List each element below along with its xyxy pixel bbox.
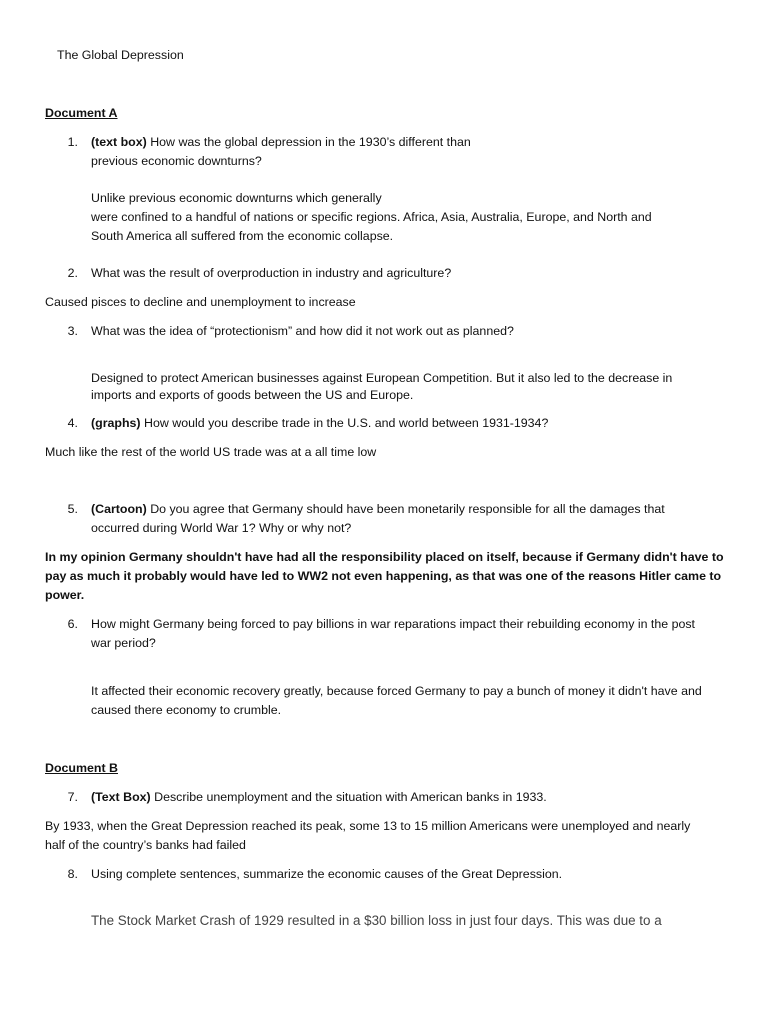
answer-line: were confined to a handful of nations or specific regions. Africa, Asia, Australia, Europe, and North and bbox=[91, 210, 652, 224]
answer-2: Caused pisces to decline and unemployment to increase bbox=[45, 295, 356, 309]
answer-line: caused there economy to crumble. bbox=[91, 703, 282, 717]
section-heading-document-b: Document B bbox=[45, 761, 118, 775]
question-line: Describe unemployment and the situation with American banks in 1933. bbox=[150, 790, 547, 804]
question-line: How was the global depression in the 1930’s different than bbox=[146, 135, 471, 149]
question-line: occurred during World War 1? Why or why not? bbox=[91, 521, 352, 535]
answer-line: It affected their economic recovery greatly, because forced Germany to pay a bunch of money it didn't have and bbox=[91, 684, 702, 698]
question-number: 2. bbox=[67, 266, 78, 280]
question-text bbox=[91, 788, 547, 807]
answer-line: half of the country’s banks had failed bbox=[45, 838, 246, 852]
question-line: How might Germany being forced to pay billions in war reparations impact their rebuilding economy in the post bbox=[91, 617, 696, 631]
answer-line: By 1933, when the Great Depression reached its peak, some 13 to 15 million Americans were unemployed and nearly bbox=[45, 819, 691, 833]
question-number: 4. bbox=[67, 416, 78, 430]
answer-line: Unlike previous economic downturns which generally bbox=[91, 191, 382, 205]
answer-line: power. bbox=[45, 588, 85, 602]
question-number: 7. bbox=[67, 790, 78, 804]
question-line: previous economic downturns? bbox=[91, 154, 262, 168]
document-title: The Global Depression bbox=[57, 48, 184, 62]
answer-line: Designed to protect American businesses against European Competition. But it also led to the decrease in bbox=[91, 371, 673, 385]
section-heading-document-a: Document A bbox=[45, 106, 118, 120]
answer-8: The Stock Market Crash of 1929 resulted in a $30 billion loss in just four days. This was due to a bbox=[91, 913, 662, 928]
question-number: 5. bbox=[67, 502, 78, 516]
question-text bbox=[91, 500, 665, 519]
answer-line: pay as much it probably would have led to WW2 not even happening, as that was one of the reasons Hitler came to bbox=[45, 569, 722, 583]
question-text bbox=[91, 133, 471, 152]
question-tag: (Cartoon) bbox=[91, 502, 147, 516]
question-tag: (graphs) bbox=[91, 416, 141, 430]
answer-line: In my opinion Germany shouldn't have had all the responsibility placed on itself, because if Germany didn't have to bbox=[45, 550, 724, 564]
question-number: 8. bbox=[67, 867, 78, 881]
answer-4: Much like the rest of the world US trade was at a all time low bbox=[45, 445, 377, 459]
question-text: What was the idea of “protectionism” and how did it not work out as planned? bbox=[91, 324, 514, 338]
question-text bbox=[91, 414, 548, 433]
question-text: Using complete sentences, summarize the economic causes of the Great Depression. bbox=[91, 867, 563, 881]
question-text: What was the result of overproduction in industry and agriculture? bbox=[91, 266, 452, 280]
question-number: 6. bbox=[67, 617, 78, 631]
answer-line: imports and exports of goods between the US and Europe. bbox=[91, 388, 414, 402]
answer-line: South America all suffered from the economic collapse. bbox=[91, 229, 394, 243]
question-number: 1. bbox=[67, 135, 78, 149]
question-tag: (Text Box) bbox=[91, 790, 151, 804]
question-line: war period? bbox=[91, 636, 156, 650]
question-tag: (text box) bbox=[91, 135, 147, 149]
question-line: Do you agree that Germany should have been monetarily responsible for all the damages that bbox=[146, 502, 665, 516]
question-line: How would you describe trade in the U.S. and world between 1931-1934? bbox=[140, 416, 549, 430]
question-number: 3. bbox=[67, 324, 78, 338]
